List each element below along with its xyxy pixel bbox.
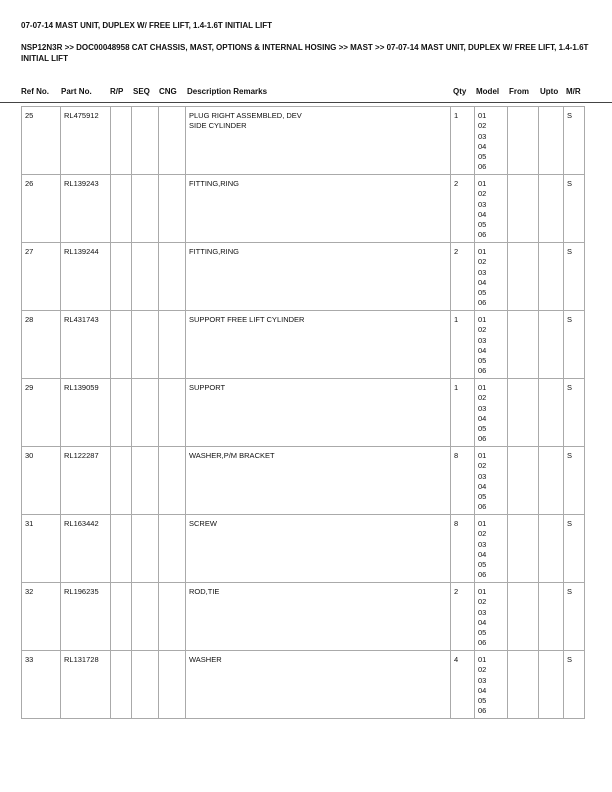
model-code: 05 (478, 424, 487, 434)
description-cell: SUPPORT FREE LIFT CYLINDER (186, 311, 451, 379)
table-row (22, 243, 585, 311)
description-cell: ROD,TIE (186, 583, 451, 651)
upto-cell (539, 447, 564, 515)
cng-cell (159, 311, 186, 379)
model-code: 03 (478, 403, 487, 413)
qty-cell: 1 (451, 107, 475, 175)
qty-cell: 2 (451, 583, 475, 651)
part-number-cell: RL139243 (61, 175, 111, 243)
from-cell (508, 243, 539, 311)
model-code: 03 (478, 675, 487, 685)
model-cell (475, 447, 508, 515)
model-code: 02 (478, 325, 487, 335)
model-code: 01 (478, 111, 487, 120)
mr-cell: S (564, 175, 585, 243)
mr-cell: S (564, 311, 585, 379)
part-number-cell: RL139244 (61, 243, 111, 311)
ref-cell: 31 (22, 515, 61, 583)
model-code: 02 (478, 461, 487, 471)
table-row (22, 651, 585, 719)
model-cell (475, 311, 508, 379)
qty-cell: 1 (451, 311, 475, 379)
mr-cell: S (564, 651, 585, 719)
upto-cell (539, 175, 564, 243)
rp-cell (111, 311, 132, 379)
from-cell (508, 107, 539, 175)
cng-cell (159, 379, 186, 447)
model-code: 03 (478, 335, 487, 345)
model-code: 01 (478, 179, 487, 188)
qty-cell: 8 (451, 515, 475, 583)
part-number-cell: RL475912 (61, 107, 111, 175)
model-code: 02 (478, 393, 487, 403)
header-model: Model (476, 87, 500, 96)
model-code: 04 (478, 617, 487, 627)
table-row (22, 447, 585, 515)
header-upto: Upto (540, 87, 559, 96)
header-qty: Qty (453, 87, 467, 96)
model-code: 06 (478, 502, 487, 512)
mr-cell: S (564, 583, 585, 651)
header-desc: Description Remarks (187, 87, 268, 96)
table-row (22, 311, 585, 379)
rp-cell (111, 107, 132, 175)
cng-cell (159, 651, 186, 719)
mr-cell: S (564, 379, 585, 447)
model-code: 04 (478, 413, 487, 423)
seq-cell (132, 175, 159, 243)
model-code: 05 (478, 696, 487, 706)
model-code: 04 (478, 141, 487, 151)
from-cell (508, 175, 539, 243)
model-code: 06 (478, 366, 487, 376)
model-cell (475, 175, 508, 243)
seq-cell (132, 311, 159, 379)
model-code: 06 (478, 638, 487, 648)
breadcrumb: NSP12N3R >> DOC00048958 CAT CHASSIS, MAST, OPTIONS & INTERNAL HOSING >> MAST >> 07-07-14 MAST UNIT, DUPLEX W/ FREE LIFT, 1.4-1.6T INITIAL LIFT (21, 43, 589, 63)
upto-cell (539, 651, 564, 719)
ref-cell: 29 (22, 379, 61, 447)
ref-cell: 33 (22, 651, 61, 719)
seq-cell (132, 447, 159, 515)
model-code: 02 (478, 189, 487, 199)
model-code: 05 (478, 492, 487, 502)
from-cell (508, 515, 539, 583)
cng-cell (159, 243, 186, 311)
model-code: 06 (478, 230, 487, 240)
model-code: 03 (478, 471, 487, 481)
model-cell (475, 107, 508, 175)
cng-cell (159, 583, 186, 651)
model-code: 04 (478, 277, 487, 287)
ref-cell: 27 (22, 243, 61, 311)
model-code: 04 (478, 549, 487, 559)
qty-cell: 2 (451, 243, 475, 311)
mr-cell: S (564, 107, 585, 175)
page-title: 07-07-14 MAST UNIT, DUPLEX W/ FREE LIFT, 1.4-1.6T INITIAL LIFT (21, 21, 272, 30)
model-code: 01 (478, 655, 487, 664)
model-code: 04 (478, 481, 487, 491)
model-code: 03 (478, 539, 487, 549)
from-cell (508, 651, 539, 719)
from-cell (508, 379, 539, 447)
table-row (22, 107, 585, 175)
model-code: 03 (478, 199, 487, 209)
description-cell: WASHER (186, 651, 451, 719)
ref-cell: 30 (22, 447, 61, 515)
header-cng: CNG (159, 87, 177, 96)
from-cell (508, 447, 539, 515)
rp-cell (111, 583, 132, 651)
model-code: 05 (478, 220, 487, 230)
table-row (22, 515, 585, 583)
rp-cell (111, 379, 132, 447)
model-code: 06 (478, 570, 487, 580)
parts-table (21, 106, 585, 719)
seq-cell (132, 515, 159, 583)
model-code: 06 (478, 706, 487, 716)
header-divider (0, 102, 612, 103)
part-number-cell: RL163442 (61, 515, 111, 583)
model-code: 05 (478, 152, 487, 162)
upto-cell (539, 107, 564, 175)
model-code: 01 (478, 519, 487, 528)
part-number-cell: RL131728 (61, 651, 111, 719)
part-number-cell: RL196235 (61, 583, 111, 651)
cng-cell (159, 515, 186, 583)
model-code: 04 (478, 685, 487, 695)
table-row (22, 175, 585, 243)
model-code: 03 (478, 607, 487, 617)
rp-cell (111, 175, 132, 243)
description-cell: SUPPORT (186, 379, 451, 447)
model-code: 05 (478, 628, 487, 638)
model-cell (475, 243, 508, 311)
header-ref: Ref No. (21, 87, 49, 96)
upto-cell (539, 379, 564, 447)
ref-cell: 28 (22, 311, 61, 379)
model-code: 05 (478, 356, 487, 366)
upto-cell (539, 311, 564, 379)
header-seq: SEQ (133, 87, 150, 96)
table-row (22, 583, 585, 651)
model-code: 01 (478, 247, 487, 256)
cng-cell (159, 175, 186, 243)
upto-cell (539, 515, 564, 583)
model-code: 05 (478, 288, 487, 298)
model-code: 02 (478, 597, 487, 607)
seq-cell (132, 583, 159, 651)
model-code: 01 (478, 383, 487, 392)
model-code: 02 (478, 121, 487, 131)
model-code: 04 (478, 345, 487, 355)
mr-cell: S (564, 447, 585, 515)
model-cell (475, 515, 508, 583)
model-code: 02 (478, 665, 487, 675)
model-cell (475, 651, 508, 719)
model-code: 01 (478, 587, 487, 596)
qty-cell: 4 (451, 651, 475, 719)
qty-cell: 8 (451, 447, 475, 515)
mr-cell: S (564, 515, 585, 583)
ref-cell: 26 (22, 175, 61, 243)
part-number-cell: RL122287 (61, 447, 111, 515)
seq-cell (132, 243, 159, 311)
description-cell: WASHER,P/M BRACKET (186, 447, 451, 515)
header-part: Part No. (61, 87, 92, 96)
cng-cell (159, 447, 186, 515)
model-code: 01 (478, 315, 487, 324)
ref-cell: 25 (22, 107, 61, 175)
model-code: 02 (478, 529, 487, 539)
part-number-cell: RL139059 (61, 379, 111, 447)
rp-cell (111, 515, 132, 583)
header-from: From (509, 87, 529, 96)
model-cell (475, 379, 508, 447)
seq-cell (132, 379, 159, 447)
from-cell (508, 311, 539, 379)
upto-cell (539, 243, 564, 311)
description-cell: FITTING,RING (186, 243, 451, 311)
rp-cell (111, 651, 132, 719)
rp-cell (111, 243, 132, 311)
ref-cell: 32 (22, 583, 61, 651)
upto-cell (539, 583, 564, 651)
model-code: 04 (478, 209, 487, 219)
qty-cell: 2 (451, 175, 475, 243)
model-code: 03 (478, 267, 487, 277)
description-cell: FITTING,RING (186, 175, 451, 243)
description-cell: SCREW (186, 515, 451, 583)
header-mr: M/R (566, 87, 581, 96)
part-number-cell: RL431743 (61, 311, 111, 379)
model-code: 06 (478, 162, 487, 172)
model-code: 06 (478, 298, 487, 308)
model-code: 03 (478, 131, 487, 141)
qty-cell: 1 (451, 379, 475, 447)
cng-cell (159, 107, 186, 175)
description-cell: PLUG RIGHT ASSEMBLED, DEV SIDE CYLINDER (186, 107, 451, 175)
rp-cell (111, 447, 132, 515)
table-row (22, 379, 585, 447)
mr-cell: S (564, 243, 585, 311)
seq-cell (132, 651, 159, 719)
model-code: 06 (478, 434, 487, 444)
seq-cell (132, 107, 159, 175)
model-cell (475, 583, 508, 651)
header-rp: R/P (110, 87, 124, 96)
from-cell (508, 583, 539, 651)
model-code: 01 (478, 451, 487, 460)
model-code: 05 (478, 560, 487, 570)
model-code: 02 (478, 257, 487, 267)
